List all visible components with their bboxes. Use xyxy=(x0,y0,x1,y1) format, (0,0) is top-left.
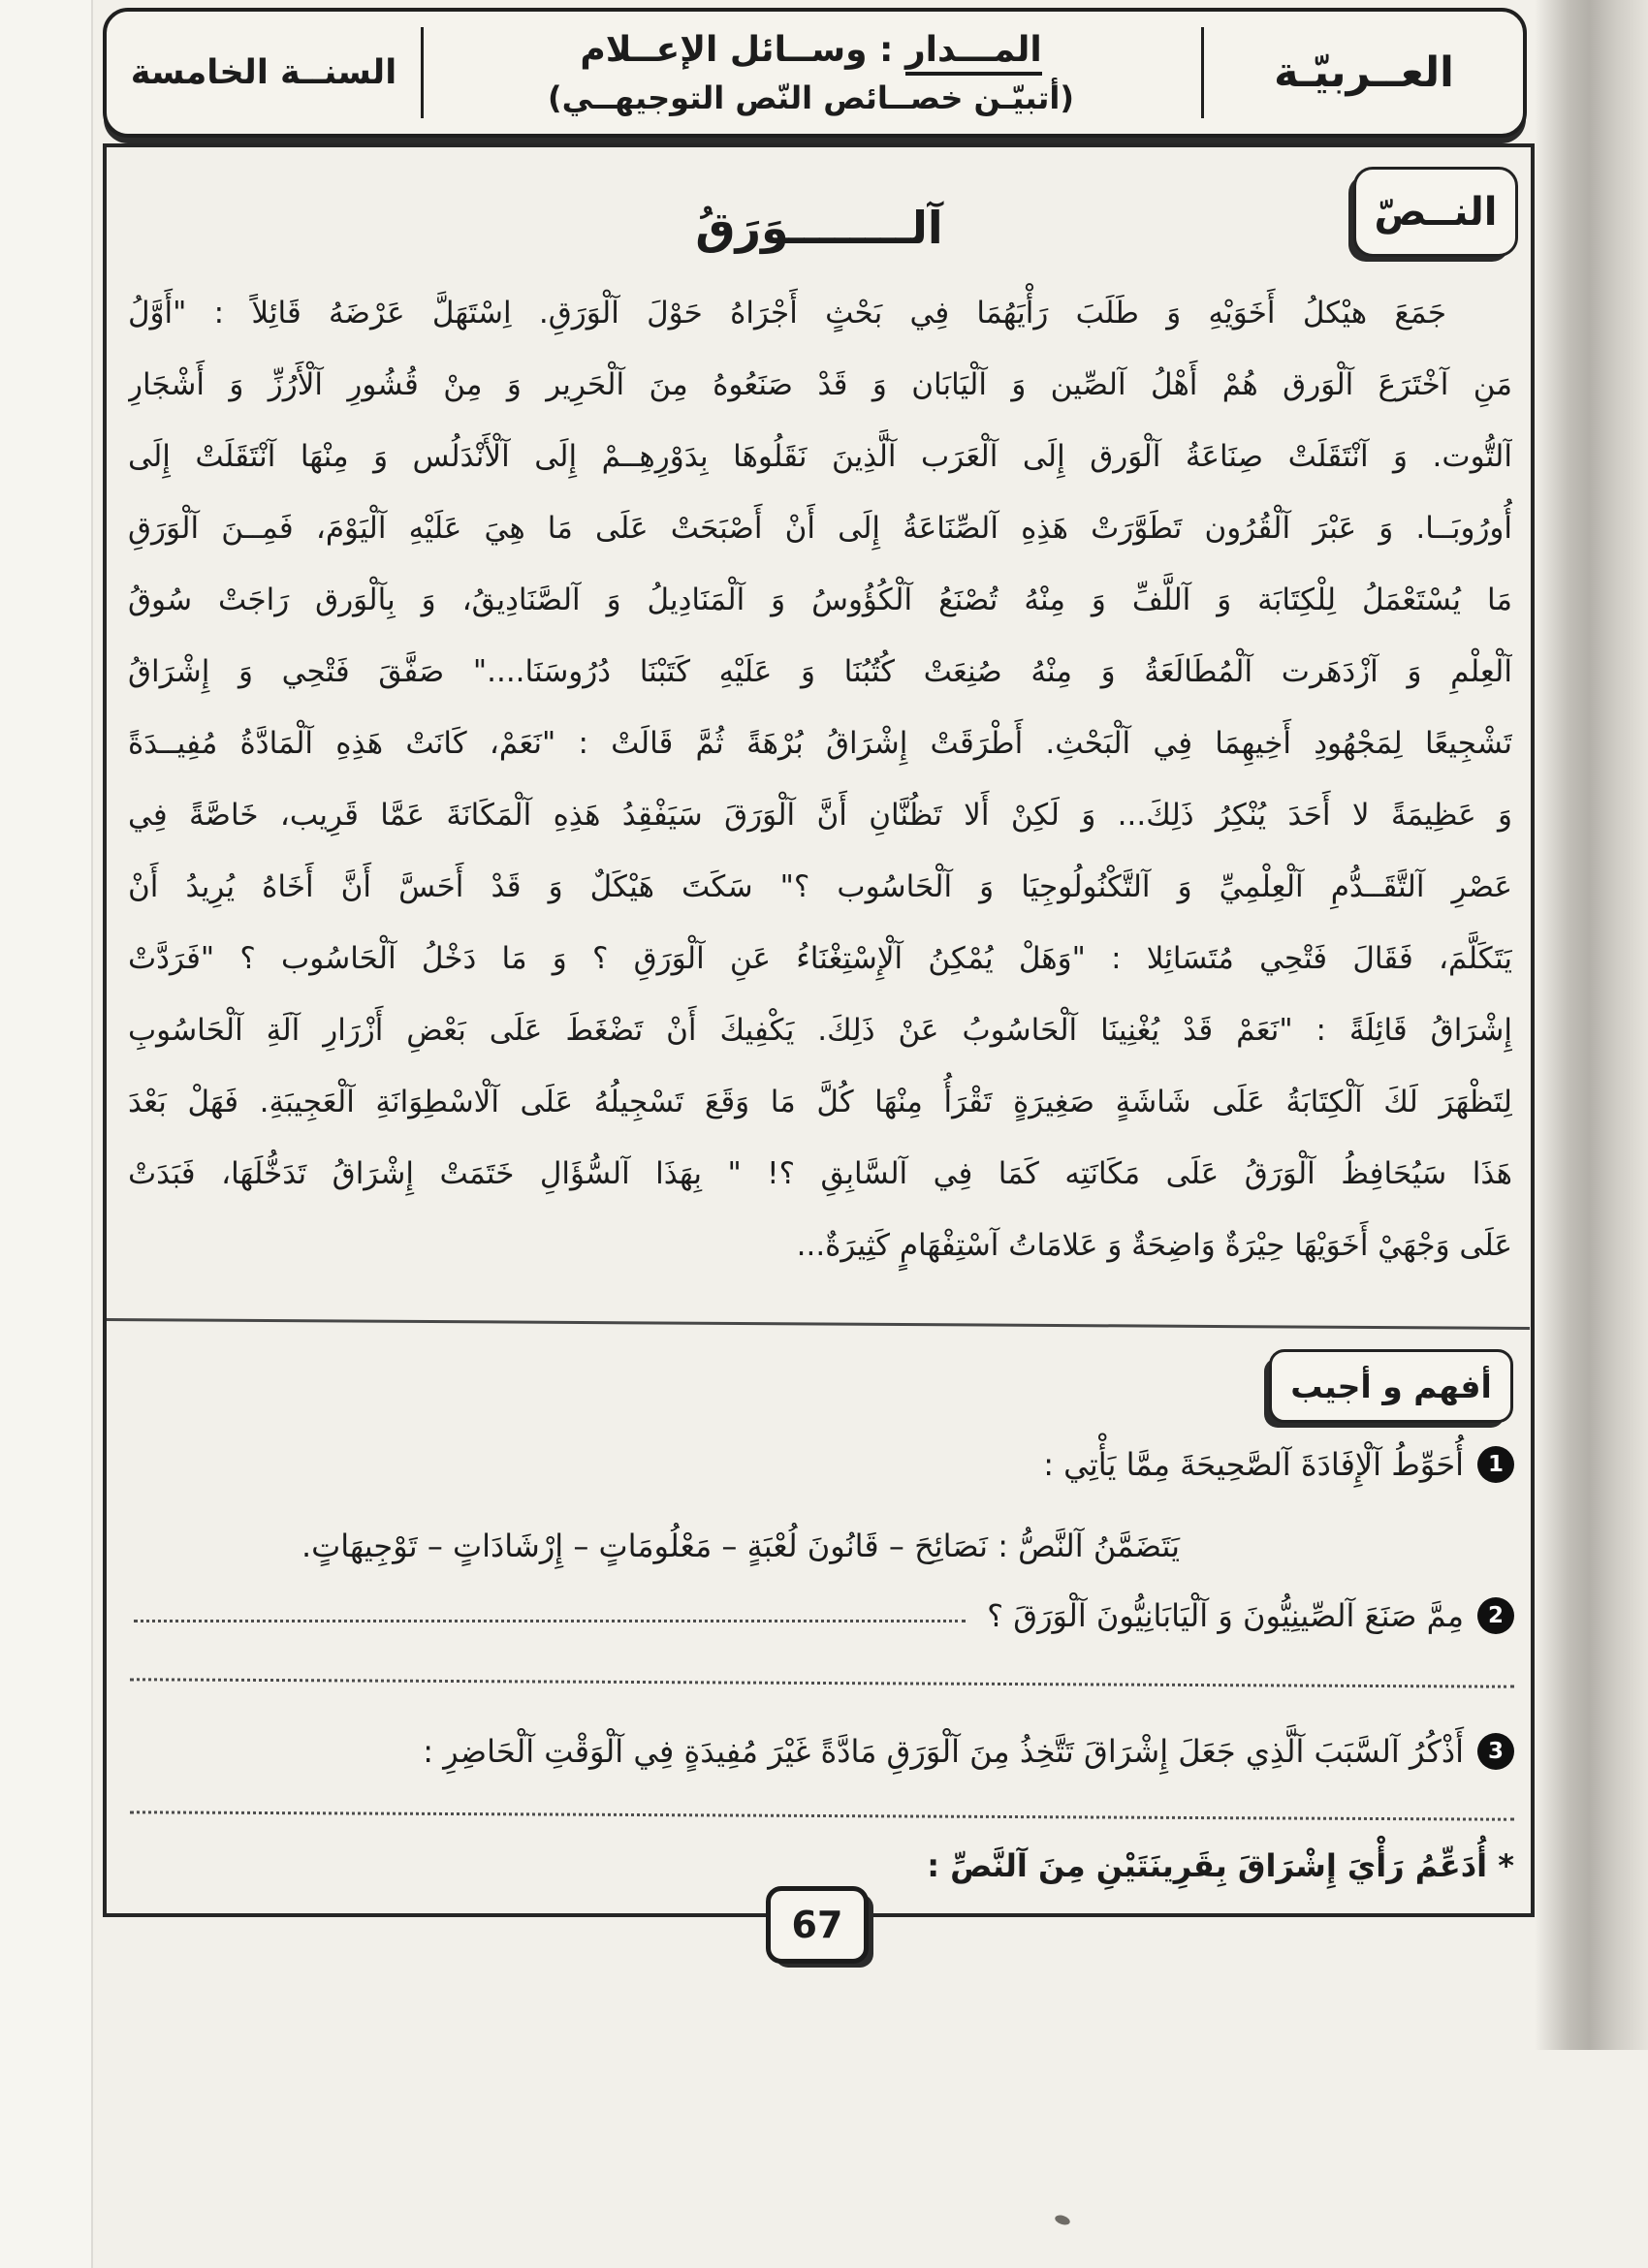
text-line: جَمَعَ هيْكلُ أَخَوَيْهِ وَ طَلَبَ رَأْيَهُمَا فِي بَحْثٍ أَجْرَاهُ حَوْلَ آلْوَرَقِ. اِسْتَهَلَّ عَرْضَهُ قَائِلاً : "أَوَّلُ xyxy=(128,296,1446,331)
text-line: آلتُّوت. وَ آنْتَقَلَتْ صِنَاعَةُ آلْوَرق إِلَى آلْعَرَب آلَّذِينَ نَقَلُوهَا بِدَوْرِهِــمْ إِلَى آلْأَنْدَلُس وَ مِنْهَا آنْتَقَلَتْ إِلَى xyxy=(128,439,1512,474)
scan-right-shadow xyxy=(1535,0,1648,2050)
question-3-number-icon: 3 xyxy=(1477,1733,1514,1770)
grade-label: السنــة الخامسة xyxy=(130,53,397,92)
module-title xyxy=(421,12,1201,134)
text-line: تَشْجِيعًا لِمَجْهُودِ أَخِيهِمَا فِي آلْبَحْثِ. أَطْرَقَتْ إِشْرَاقُ بُرْهَةً ثُمَّ قَالَتْ : "نَعَمْ، كَانَتْ هَذِهِ آلْمَادَّةُ مُفِيــدَةً xyxy=(128,726,1512,761)
page-left-margin xyxy=(0,0,93,2268)
module-title-line1 xyxy=(580,30,1041,70)
question-1-options: يَتَضَمَّنُ آلنَّصُّ : نَصَائِحَ – قَانُونَ لُعْبَةٍ – مَعْلُومَاتٍ – إِرْشَادَاتٍ – تَوْجِيهَاتٍ. xyxy=(301,1528,1180,1564)
question-3-text: أَذْكُرُ آلسَّبَبَ آلَّذِي جَعَلَ إِشْرَاقَ تَتَّخِذُ مِنَ آلْوَرَقِ مَادَّةً غَيْرَ مُفِيدَةٍ فِي آلْوَقْتِ آلْحَاضِرِ : xyxy=(423,1733,1464,1770)
question-2-text: مِمَّ صَنَعَ آلصِّينِيُّونَ وَ آلْيَابَانِيُّونَ آلْوَرَقَ ؟ xyxy=(987,1597,1464,1634)
text-line: مَا يُسْتَعْمَلُ لِلْكِتَابَة وَ آللَّفِّ وَ مِنْهُ تُصْنَعُ آلْكُؤُوسُ وَ آلْمَنَادِيلُ وَ آلصَّنَادِيقُ، وَ بِآلْوَرق رَاجَتْ سُوقُ xyxy=(128,583,1512,617)
question-2 xyxy=(130,1597,1514,1634)
page-number-box: 67 xyxy=(766,1886,869,1964)
text-line: أُورُوبَــا. وَ عَبْرَ آلْقُرُون تَطَوَّرَتْ هَذِهِ آلصِّنَاعَةُ إِلَى أَنْ أَصْبَحَتْ عَلَى مَا هِيَ عَلَيْهِ آلْيَوْمَ، فَمِــنَ آلْوَرَقِ xyxy=(128,511,1512,546)
text-line: مَنِ آخْتَرَعَ آلْوَرق هُمْ أَهْلُ آلصِّين وَ آلْيَابَان وَ قَدْ صَنَعُوهُ مِنَ آلْحَرِير وَ مِنْ قُشُورِ آلْأَرُزِّ وَ أَشْجَارِ xyxy=(128,367,1512,402)
module-word-underlined: المـــدار xyxy=(905,30,1042,76)
question-3 xyxy=(130,1733,1514,1770)
module-rest: : وســائل الإعــلام xyxy=(580,29,905,70)
text-line: لِتَظْهَرَ لَكَ آلْكِتَابَةُ عَلَى شَاشَةٍ صَغِيرَةٍ تَقْرَأُ مِنْهَا كُلَّ مَا وَقَعَ تَسْجِيلُهُ عَلَى آلْاسْطِوَانَةِ آلْعَجِيبَةِ. فَهَلْ بَعْدَ xyxy=(128,1085,1512,1119)
header-band xyxy=(103,8,1527,138)
question-2-number-icon: 2 xyxy=(1477,1597,1514,1634)
reading-text-body xyxy=(128,277,1512,1281)
question-1 xyxy=(130,1446,1514,1483)
module-subtitle: (أتبيّـن خصــائص النّص التوجيهــي) xyxy=(548,79,1074,116)
text-badge: النــصّ xyxy=(1353,167,1518,257)
text-line: عَلَى وَجْهَيْ أَخَوَيْهَا حِيْرَةٌ وَاضِحَةٌ وَ عَلامَاتُ آسْتِفْهَامٍ كَثِيرَةٌ... xyxy=(796,1228,1512,1263)
text-line: عَصْرِ آلتَّقَــدُّمِ آلْعِلْمِيِّ وَ آلتَّكْنُولُوجِيَا وَ آلْحَاسُوب ؟" سَكَتَ هَيْكَلٌ وَ قَدْ أَحَسَّ أَنَّ أَخَاهُ يُرِيدُ أَنْ xyxy=(128,869,1512,904)
question-1-text: أُحَوِّطُ آلْإِفَادَةَ آلصَّحِيحَةَ مِمَّا يَأْتِي : xyxy=(1043,1446,1464,1483)
scan-speck xyxy=(1054,2214,1071,2227)
reading-text-title: آلــــــــوَرَقُ xyxy=(695,202,943,254)
comprehension-badge: أفهم و أجيب xyxy=(1269,1349,1513,1423)
text-line: إِشْرَاقُ قَائِلَةً : "نَعَمْ قَدْ يُغْنِينَا آلْحَاسُوبُ عَنْ ذَلِكَ. يَكْفِيكَ أَنْ تَضْغَطَ عَلَى بَعْضِ أَزْرَارِ آلَةِ آلْحَاسُوبِ xyxy=(128,1013,1512,1048)
text-line: هَذَا سَيُحَافِظُ آلْوَرَقُ عَلَى مَكَانَتِه كَمَا فِي آلسَّابِقِ ؟! " بِهَذَا آلسُّؤَالِ خَتَمَتْ إِشْرَاقُ تَدَخُّلَهَا، فَبَدَتْ xyxy=(128,1156,1512,1191)
answer-dots-leader xyxy=(134,1619,966,1622)
starred-task: * أُدَعِّمُ رَأْيَ إِشْرَاقَ بِقَرِينَتَيْنِ مِنَ آلنَّصِّ : xyxy=(927,1847,1514,1884)
text-line: يَتَكَلَّمَ، فَقَالَ فَتْحِي مُتَسَائِلا : "وَهَلْ يُمْكِنُ آلْإِسْتِغْنَاءُ عَنِ آلْوَرَقِ ؟ وَ مَا دَخْلُ آلْحَاسُوب ؟ "فَرَدَّتْ xyxy=(128,941,1512,976)
text-line: وَ عَظِيمَةً لا أَحَدَ يُنْكِرُ ذَلِكَ... وَ لَكِنْ أَلا تَظُنَّانِ أَنَّ آلْوَرَقَ سَيَفْقِدُ هَذِهِ آلْمَكَانَةَ عَمَّا قَرِيب، خَاصَّةً فِي xyxy=(128,798,1512,833)
question-1-number-icon: 1 xyxy=(1477,1446,1514,1483)
text-line: آلْعِلْمِ وَ آزْدَهَرت آلْمُطَالَعَةُ وَ مِنْهُ صُنِعَتْ كُتُبُنَا وَ عَلَيْهِ كَتَبْنَا دُرُوسَنَا...." صَفَّقَ فَتْحِي وَ إِشْرَاقُ xyxy=(128,654,1512,689)
subject-label: العــربيّـة xyxy=(1274,48,1454,97)
